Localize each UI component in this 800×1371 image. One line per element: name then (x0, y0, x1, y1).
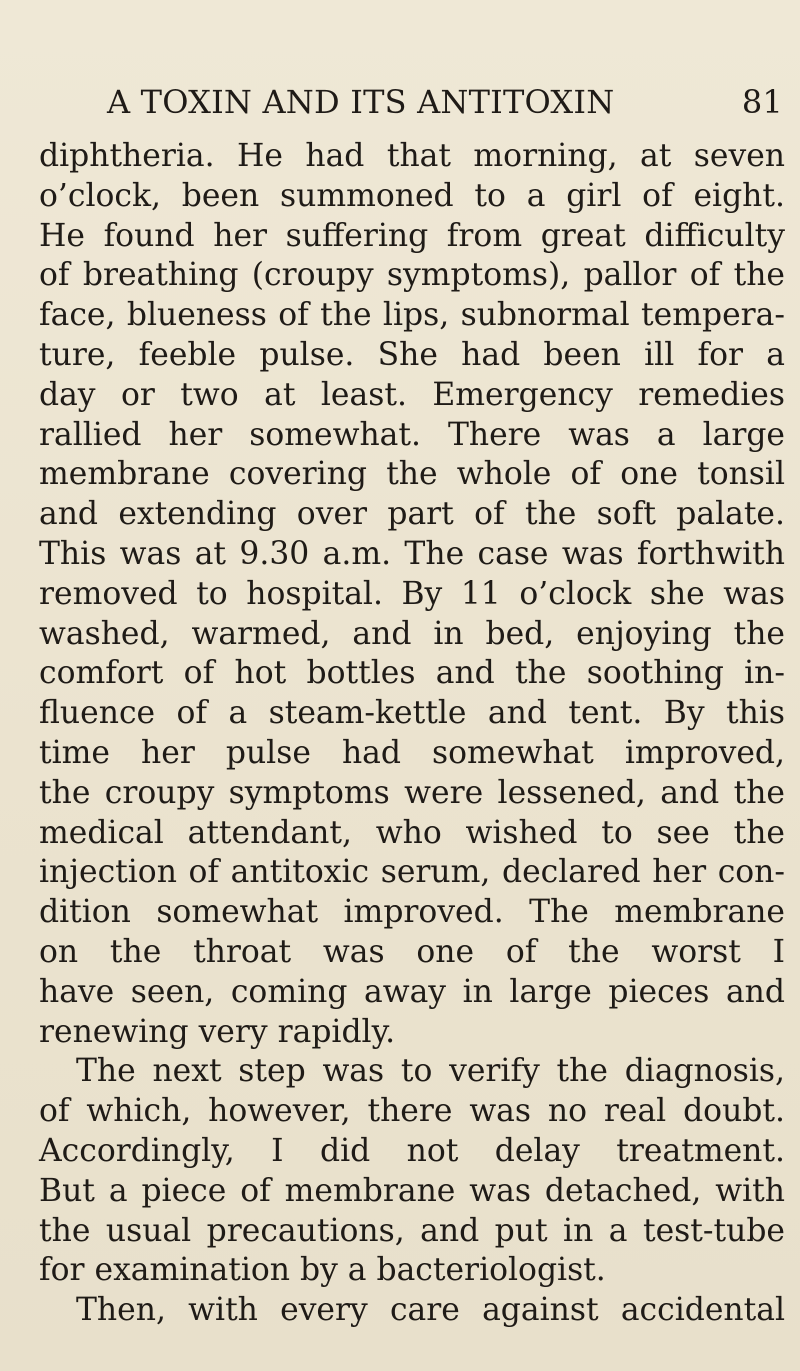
text-line: renewing very rapidly. (39, 1013, 396, 1050)
running-title: A TOXIN AND ITS ANTITOXIN (107, 83, 615, 121)
text-line: rallied her somewhat. There was a large (39, 416, 785, 453)
text-line: the croupy symptoms were lessened, and the (39, 774, 785, 811)
text-line: time her pulse had somewhat improved, (39, 734, 785, 771)
text-line: ture, feeble pulse. She had been ill for a (39, 336, 785, 373)
text-line: dition somewhat improved. The membrane (39, 894, 785, 931)
text-line: diphtheria. He had that morning, at seven (39, 138, 785, 174)
text-line: have seen, coming away in large pieces and (39, 973, 785, 1010)
text-line: injection of antitoxic serum, declared her con- (39, 854, 785, 891)
text-line: medical attendant, who wished to see the (39, 814, 785, 851)
text-line: He found her suffering from great difficulty (39, 217, 785, 254)
text-line: Accordingly, I did not delay treatment. (39, 1132, 785, 1169)
page-number: 81 (741, 83, 783, 121)
text-line: But a piece of membrane was detached, with (39, 1172, 785, 1209)
text-line: washed, warmed, and in bed, enjoying the (39, 615, 785, 652)
text-line: day or two at least. Emergency remedies (39, 376, 785, 413)
text-line: comfort of hot bottles and the soothing in- (39, 655, 785, 692)
text-line: the usual precautions, and put in a test-tube (39, 1212, 785, 1249)
text-line: o’clock, been summoned to a girl of eight. (39, 177, 785, 214)
text-line: of which, however, there was no real doubt. (39, 1093, 785, 1130)
text-line: The next step was to verify the diagnosis, (76, 1053, 785, 1090)
text-line: Then, with every care against accidental (76, 1292, 785, 1329)
text-line: This was at 9.30 a.m. The case was forthwith (39, 535, 785, 572)
text-line: and extending over part of the soft palate. (39, 496, 785, 533)
running-head (107, 80, 783, 124)
text-line: removed to hospital. By 11 o’clock she was (39, 575, 785, 612)
text-line: fluence of a steam-kettle and tent. By this (39, 695, 785, 732)
text-line: of breathing (croupy symptoms), pallor of the (39, 257, 785, 294)
text-line: on the throat was one of the worst I (39, 933, 785, 970)
text-line: face, blueness of the lips, subnormal tempera- (39, 297, 785, 334)
text-line: membrane covering the whole of one tonsil (39, 456, 785, 493)
body-text (39, 137, 785, 1331)
text-line: for examination by a bacteriologist. (39, 1252, 606, 1289)
